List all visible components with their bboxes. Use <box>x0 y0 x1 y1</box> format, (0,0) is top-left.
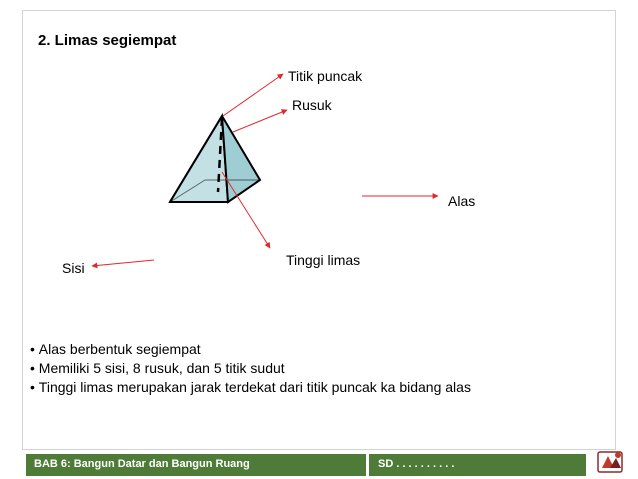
publisher-logo-icon <box>596 448 626 474</box>
arrow-rusuk <box>233 110 287 132</box>
pyramid-shape <box>170 116 260 202</box>
bullet-item: • Memiliki 5 sisi, 8 rusuk, dan 5 titik sudut <box>30 359 471 378</box>
footer-grade: SD . . . . . . . . . . <box>378 458 455 470</box>
label-titik-puncak: Titik puncak <box>288 68 363 84</box>
bullet-list <box>30 340 471 397</box>
footer-chapter-title: BAB 6: Bangun Datar dan Bangun Ruang <box>34 458 250 470</box>
label-alas: Alas <box>448 193 476 209</box>
footer-separator <box>366 454 369 476</box>
arrow-titik-puncak <box>223 74 283 116</box>
label-sisi: Sisi <box>62 260 85 276</box>
label-rusuk: Rusuk <box>292 97 332 113</box>
label-tinggi-limas: Tinggi limas <box>286 252 361 268</box>
bullet-item: • Tinggi limas merupakan jarak terdekat dari titik puncak ka bidang alas <box>30 378 471 397</box>
arrow-sisi <box>92 260 154 266</box>
annotation-arrows <box>92 74 438 266</box>
slide-title: 2. Limas segiempat <box>38 32 177 49</box>
bullet-item: • Alas berbentuk segiempat <box>30 340 471 359</box>
